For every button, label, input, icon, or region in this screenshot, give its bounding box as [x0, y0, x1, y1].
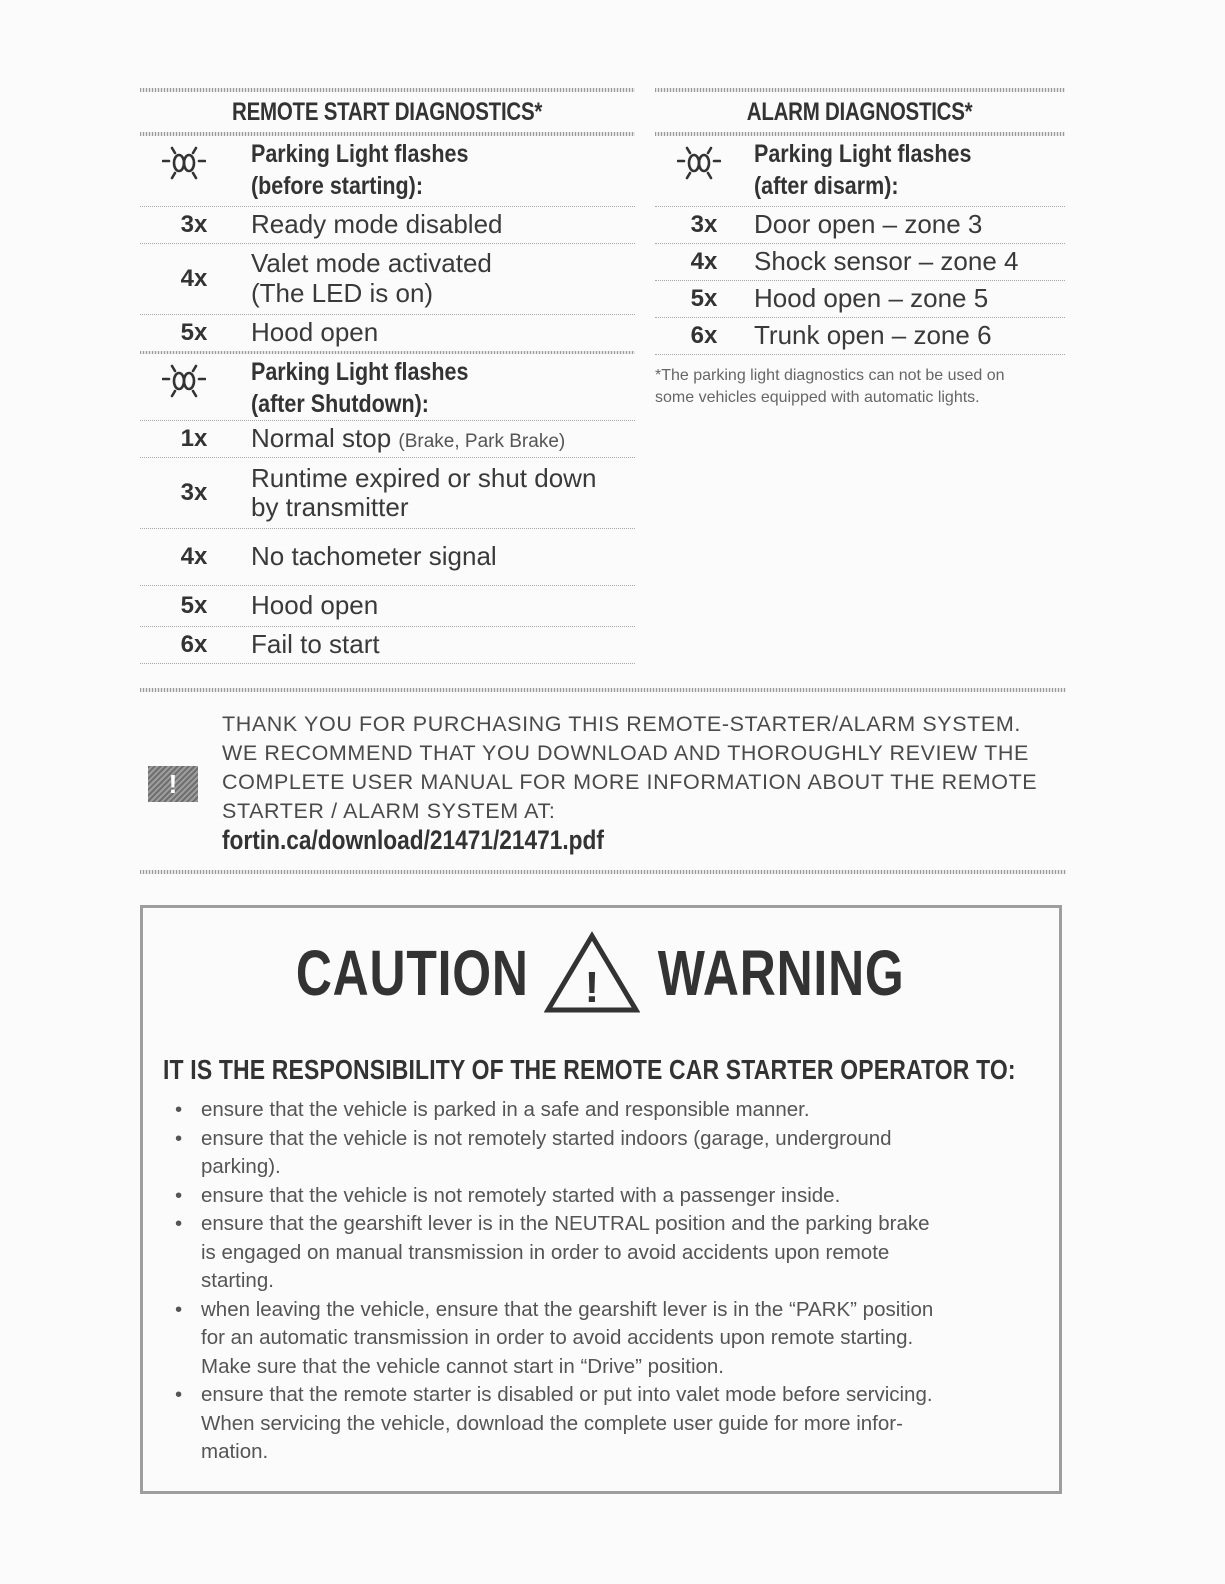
diag-row: [655, 318, 1065, 354]
responsibility-heading: IT IS THE RESPONSIBILITY OF THE REMOTE CAR STARTER OPERATOR TO:: [163, 1054, 1016, 1085]
diagnostics-footnote: *The parking light diagnostics can not be used on some vehicles equipped with automatic lights.: [655, 367, 1005, 406]
notice-text: THANK YOU FOR PURCHASING THIS REMOTE-STARTER/ALARM SYSTEM. WE RECOMMEND THAT YOU DOWNLOAD AND THOROUGHLY REVIEW THE COMPLETE USER MANUAL FOR MORE INFORMATION ABOUT THE REMOTE STARTER / ALARM SYSTEM AT:: [222, 712, 1038, 823]
parking-light-flash-icon: [162, 144, 206, 188]
diag-row: [140, 244, 635, 314]
warning-triangle-icon: [544, 930, 640, 1016]
diag-description: Ready mode disabled: [251, 209, 503, 239]
bullet: •: [175, 1383, 183, 1406]
diag-note: (The LED is on): [251, 278, 434, 308]
diag-row: [140, 207, 635, 243]
list-item: [165, 1182, 1035, 1211]
parking-light-flash-icon: [677, 144, 721, 188]
diag-description: Trunk open – zone 6: [754, 320, 992, 350]
diag-note: (Brake, Park Brake): [398, 431, 566, 452]
diag-description: Shock sensor – zone 4: [754, 246, 1019, 276]
diag-row: [140, 529, 635, 585]
list-item-line: when leaving the vehicle, ensure that the gearshift lever is in the “PARK” position: [201, 1297, 934, 1321]
list-item: [165, 1381, 1035, 1467]
flash-count: 1x: [180, 425, 208, 452]
heading-line: (after disarm):: [754, 172, 899, 200]
bullet: •: [175, 1212, 183, 1235]
list-item-line: is engaged on manual transmission in order to avoid accidents upon remote: [201, 1240, 890, 1264]
diag-row: [140, 315, 635, 351]
diag-description: Hood open – zone 5: [754, 283, 989, 313]
alarm-diagnostics: [655, 88, 1065, 409]
remote-start-title: REMOTE START DIAGNOSTICS*: [232, 98, 543, 126]
responsibility-list: [165, 1096, 1035, 1467]
heading-line: (after Shutdown):: [251, 390, 429, 418]
heading-line: (before starting):: [251, 172, 423, 200]
list-item-line: mation.: [201, 1440, 269, 1463]
bullet: •: [175, 1297, 183, 1321]
list-item-line: ensure that the remote starter is disabled or put into valet mode before servicing.: [201, 1383, 933, 1406]
alarm-title: ALARM DIAGNOSTICS*: [747, 98, 973, 126]
list-item-line: Make sure that the vehicle cannot start in “Drive” position.: [201, 1354, 724, 1378]
diag-description: Hood open: [251, 590, 379, 620]
flash-count: 4x: [180, 543, 208, 570]
flash-count: 5x: [690, 285, 718, 312]
diag-row: [140, 627, 635, 663]
list-item-line: parking).: [201, 1155, 281, 1178]
list-item-line: When servicing the vehicle, download the complete user guide for more infor-: [201, 1411, 903, 1435]
heading-line: Parking Light flashes: [754, 140, 972, 168]
list-item: [165, 1096, 1035, 1125]
remote-start-diagnostics: [140, 88, 635, 664]
flash-count: 4x: [690, 248, 718, 275]
divider: [140, 688, 1066, 692]
heading-line: Parking Light flashes: [251, 140, 469, 168]
bullet: •: [175, 1098, 183, 1121]
diag-row: [140, 458, 635, 528]
diag-row: [140, 421, 635, 457]
caution-warning-title: [143, 930, 1059, 1030]
after-disarm-heading: [655, 136, 1065, 206]
flash-count: 6x: [180, 631, 208, 658]
diag-description: by transmitter: [251, 492, 409, 522]
diag-description: No tachometer signal: [251, 541, 497, 571]
flash-count: 3x: [690, 211, 718, 238]
exclamation-icon: !: [148, 766, 198, 802]
divider: [140, 870, 1066, 874]
list-item-line: ensure that the gearshift lever is in the NEUTRAL position and the parking brake: [201, 1212, 930, 1235]
diag-row: [140, 586, 635, 626]
after-shutdown-heading: [140, 354, 635, 420]
list-item: [165, 1296, 1035, 1382]
list-item: [165, 1210, 1035, 1296]
diag-row: [655, 244, 1065, 280]
list-item-line: ensure that the vehicle is not remotely started with a passenger inside.: [201, 1183, 841, 1207]
flash-count: 6x: [690, 322, 718, 349]
flash-count: 3x: [180, 479, 208, 506]
flash-count: 3x: [180, 211, 208, 238]
diag-description: Door open – zone 3: [754, 209, 983, 239]
bullet: •: [175, 1126, 183, 1150]
list-item: [165, 1125, 1035, 1182]
bullet: •: [175, 1183, 183, 1207]
flash-count: 5x: [180, 319, 208, 346]
list-item-line: starting.: [201, 1269, 274, 1292]
download-notice: [140, 688, 1066, 878]
diag-description: Valet mode activated: [251, 248, 492, 278]
diag-description: Fail to start: [251, 629, 380, 659]
caution-word: CAUTION: [295, 937, 529, 1009]
parking-light-flash-icon: [162, 362, 206, 406]
diag-description: Hood open: [251, 317, 379, 347]
flash-count: 4x: [180, 265, 208, 292]
heading-line: Parking Light flashes: [251, 358, 469, 386]
manual-download-link[interactable]: fortin.ca/download/21471/21471.pdf: [222, 825, 604, 855]
diag-description: Runtime expired or shut down: [251, 463, 597, 493]
flash-count: 5x: [180, 592, 208, 619]
diag-row: [655, 281, 1065, 317]
diag-description: Normal stop: [251, 423, 392, 453]
list-item-line: ensure that the vehicle is not remotely started indoors (garage, underground: [201, 1126, 892, 1150]
before-starting-heading: [140, 136, 635, 206]
list-item-line: for an automatic transmission in order to avoid accidents upon remote starting.: [201, 1326, 914, 1349]
svg-text:!: !: [584, 963, 600, 1012]
warning-word: WARNING: [657, 937, 905, 1009]
list-item-line: ensure that the vehicle is parked in a safe and responsible manner.: [201, 1098, 810, 1121]
caution-warning-box: [140, 905, 1062, 1494]
diag-row: [655, 207, 1065, 243]
